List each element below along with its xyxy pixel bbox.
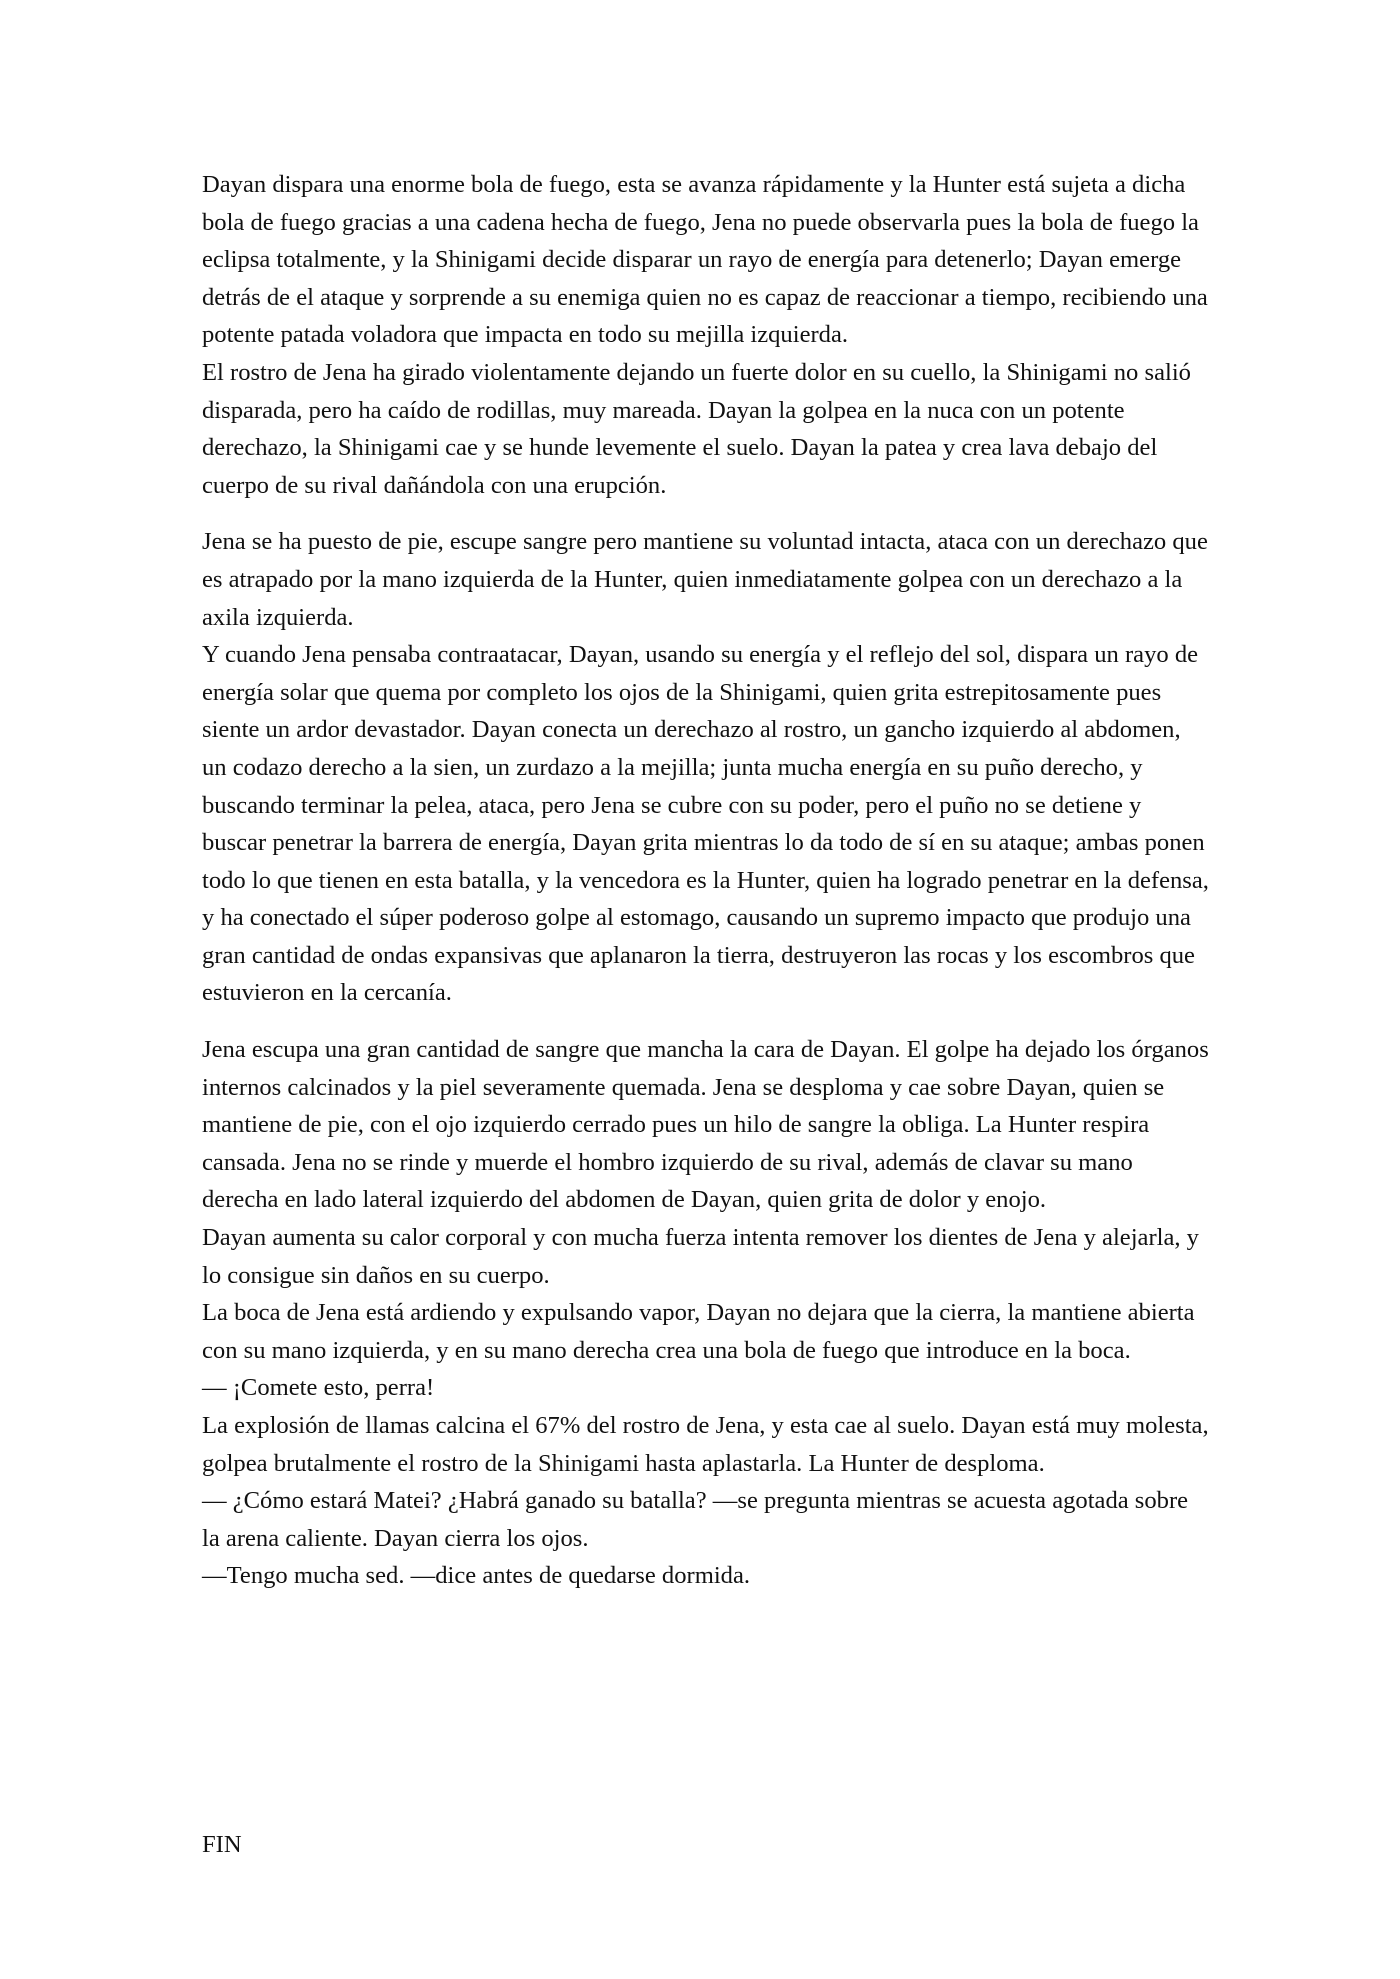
end-mark: FIN bbox=[202, 1831, 242, 1858]
dialogue-line-1: — ¡Comete esto, perra! bbox=[202, 1374, 435, 1402]
paragraph-8: La explosión de llamas calcina el 67% del rostro de Jena, y esta cae al suelo. Dayan está muy molesta, golpea brutalmente el rostro de la Shinigami hasta aplastarla. La Hunter de desploma. bbox=[202, 1412, 1209, 1477]
paragraph-6: Dayan aumenta su calor corporal y con mucha fuerza intenta remover los dientes de Jena y alejarla, y lo consigue sin daños en su cuerpo. bbox=[202, 1224, 1199, 1289]
paragraph-1: Dayan dispara una enorme bola de fuego, esta se avanza rápidamente y la Hunter está sujeta a dicha bola de fuego gracias a una cadena hecha de fuego, Jena no puede observarla pues la bola de fuego la eclipsa totalmente, y la Shinigami decide disparar un rayo de energía para detenerlo; Dayan emerge detrás de el ataque y sorprende a su enemiga quien no es capaz de reaccionar a tiempo, recibiendo una potente patada voladora que impacta en todo su mejilla izquierda. bbox=[202, 171, 1208, 349]
dialogue-line-3: —Tengo mucha sed. —dice antes de quedarse dormida. bbox=[202, 1562, 751, 1590]
paragraph-7: La boca de Jena está ardiendo y expulsando vapor, Dayan no dejara que la cierra, la mantiene abierta con su mano izquierda, y en su mano derecha crea una bola de fuego que introduce en la boca. bbox=[202, 1299, 1195, 1364]
paragraph-5: Jena escupa una gran cantidad de sangre que mancha la cara de Dayan. El golpe ha dejado los órganos internos calcinados y la piel severamente quemada. Jena se desploma y cae sobre Dayan, quien se mantiene de pie, con el ojo izquierdo cerrado pues un hilo de sangre la obliga. La Hunter respira cansada. Jena no se rinde y muerde el hombro izquierdo de su rival, además de clavar su mano derecha en lado lateral izquierdo del abdomen de Dayan, quien grita de dolor y enojo. bbox=[202, 1036, 1209, 1214]
paragraph-gap bbox=[202, 504, 1210, 523]
paragraph-4: Y cuando Jena pensaba contraatacar, Dayan, usando su energía y el reflejo del sol, dispara un rayo de energía solar que quema por completo los ojos de la Shinigami, quien grita estrepitosamente pues siente un ardor devastador. Dayan conecta un derechazo al rostro, un gancho izquierdo al abdomen, un codazo derecho a la sien, un zurdazo a la mejilla; junta mucha energía en su puño derecho, y buscando terminar la pelea, ataca, pero Jena se cubre con su poder, pero el puño no se detiene y buscar penetrar la barrera de energía, Dayan grita mientras lo da todo de sí en su ataque; ambas ponen todo lo que tienen en esta batalla, y la vencedora es la Hunter, quien ha logrado penetrar en la defensa, y ha conectado el súper poderoso golpe al estomago, causando un supremo impacto que produjo una gran cantidad de ondas expansivas que aplanaron la tierra, destruyeron las rocas y los escombros que estuvieron en la cercanía. bbox=[202, 641, 1209, 1007]
paragraph-3: Jena se ha puesto de pie, escupe sangre pero mantiene su voluntad intacta, ataca con un derechazo que es atrapado por la mano izquierda de la Hunter, quien inmediatamente golpea con un derechazo a la axila izquierda. bbox=[202, 528, 1208, 631]
story-text bbox=[202, 166, 1210, 1595]
paragraph-gap bbox=[202, 1012, 1210, 1031]
paragraph-2: El rostro de Jena ha girado violentamente dejando un fuerte dolor en su cuello, la Shinigami no salió disparada, pero ha caído de rodillas, muy mareada. Dayan la golpea en la nuca con un potente derechazo, la Shinigami cae y se hunde levemente el suelo. Dayan la patea y crea lava debajo del cuerpo de su rival dañándola con una erupción. bbox=[202, 358, 1191, 499]
dialogue-line-2: — ¿Cómo estará Matei? ¿Habrá ganado su batalla? —se pregunta mientras se acuesta agotada sobre la arena caliente. Dayan cierra los ojos. bbox=[202, 1487, 1189, 1552]
